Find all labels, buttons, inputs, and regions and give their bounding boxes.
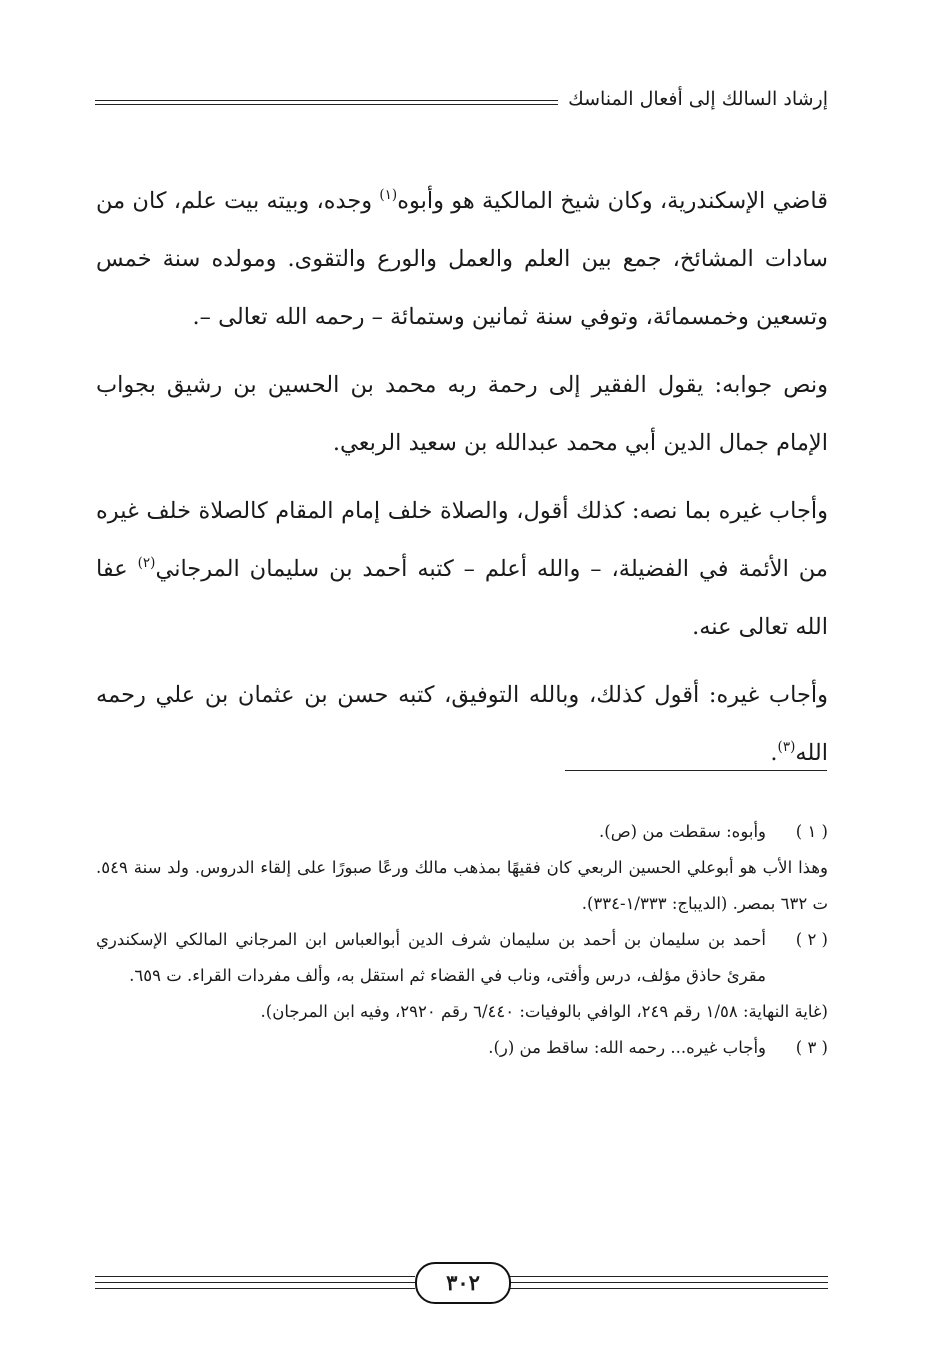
footnote-ref-1: (١) [379, 187, 398, 204]
ornament-line [508, 1276, 828, 1277]
ornament-line [95, 1276, 415, 1277]
ornament-line [95, 1288, 415, 1289]
paragraph-1-text-a: قاضي الإسكندرية، وكان شيخ المالكية هو وأبوه [397, 188, 828, 214]
footnote-ref-3: (٣) [777, 739, 796, 756]
page-number: ٣٠٢ [415, 1262, 511, 1304]
footnote-2-text: أحمد بن سليمان بن أحمد بن سليمان شرف الدين أبوالعباس ابن المرجاني المالكي الإسكندري مقرئ حاذق مؤلف، درس وأفتى، وناب في القضاء ثم استقل به، وألف مفردات القراء. ت ٦٥٩. [96, 930, 766, 985]
header-rule-double [95, 104, 558, 105]
footnote-1-line-1: وأبوه: سقطت من (ص). [599, 822, 766, 841]
header-rule [95, 100, 558, 101]
ornament-line [95, 1282, 415, 1283]
paragraph-4 [96, 666, 828, 782]
ornament-line [508, 1282, 828, 1283]
footnote-2-number: ( ٢ ) [795, 930, 828, 949]
paragraph-3 [96, 482, 828, 656]
footnote-3-number: ( ٣ ) [795, 1038, 828, 1057]
footnote-ref-2: (٢) [137, 555, 156, 572]
paragraph-4-text-b: . [770, 740, 778, 766]
footnote-3-text: وأجاب غيره... رحمه الله: ساقط من (ر). [488, 1038, 766, 1057]
footnote-3 [96, 1030, 828, 1066]
page-number-ornament [95, 1262, 828, 1312]
paragraph-1-text-b: وجده، وبيته بيت علم، كان من سادات المشائخ، جمع بين العلم والعمل والورع والتقوى. ومولده سنة خمس وتسعين وخمسمائة، وتوفي سنة ثمانين وستمائة – رحمه الله تعالى –. [96, 188, 828, 330]
footnote-1-detail: وهذا الأب هو أبوعلي الحسين الربعي كان فقيهًا بمذهب مالك ورعًا صبورًا على إلقاء الدروس. ولد سنة ٥٤٩. ت ٦٣٢ بمصر. (الديباج: ١/٣٣٣-٣٣٤). [96, 858, 828, 913]
footnote-separator [565, 770, 827, 771]
paragraph-3-text-a: وأجاب غيره بما نصه: كذلك أقول، والصلاة خلف إمام المقام كالصلاة خلف غيره من الأئمة في الفضيلة، – والله أعلم – كتبه أحمد بن سليمان المرجاني [96, 498, 828, 582]
footnote-1 [96, 814, 828, 850]
paragraph-2: ونص جوابه: يقول الفقير إلى رحمة ربه محمد بن الحسين بن رشيق بجواب الإمام جمال الدين أبي محمد عبدالله بن سعيد الربعي. [96, 372, 828, 456]
paragraph-3-text-b: عفا الله تعالى عنه. [96, 556, 828, 640]
paragraph-1 [96, 172, 828, 346]
paragraph-4-text-a: وأجاب غيره: أقول كذلك، وبالله التوفيق، كتبه حسن بن عثمان بن علي رحمه الله [96, 682, 828, 766]
footnote-2 [96, 922, 828, 994]
ornament-line [508, 1288, 828, 1289]
main-text [96, 172, 828, 792]
footnote-2-sources: (غاية النهاية: ١/٥٨ رقم ٢٤٩، الوافي بالوفيات: ٦/٤٤٠ رقم ٢٩٢٠، وفيه ابن المرجان). [260, 1002, 828, 1021]
running-header [95, 84, 828, 120]
running-header-title: إرشاد السالك إلى أفعال المناسك [568, 88, 828, 110]
footnotes [96, 814, 828, 1066]
footnote-1-number: ( ١ ) [795, 822, 828, 841]
